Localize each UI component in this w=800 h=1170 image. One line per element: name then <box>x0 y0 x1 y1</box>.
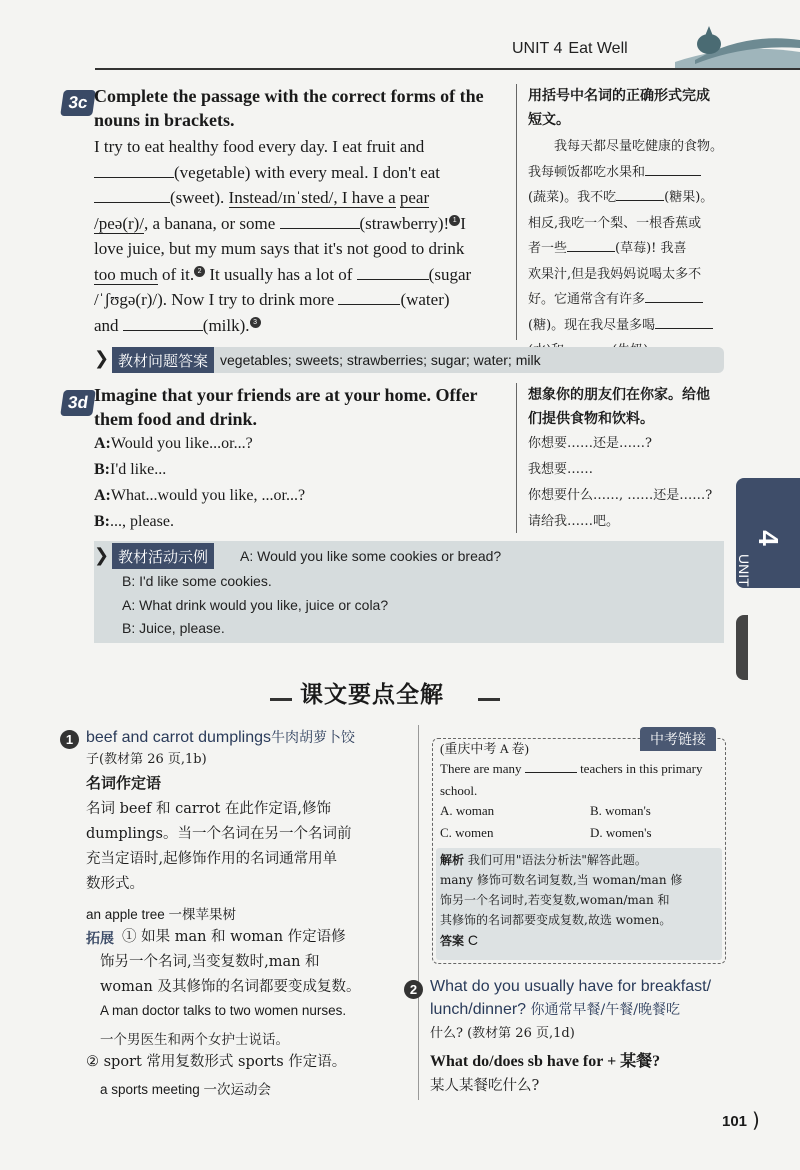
expand-text-cont: 饰另一个名词,当变复数时,man 和 woman 及其修饰的名词都要变成复数。 <box>100 954 361 995</box>
dialog-3d: A:Would you like...or...? B:I'd like... A:What...would you like, ...or...? B:..., please. <box>94 435 306 530</box>
answer-bar-3c <box>112 347 724 373</box>
cn-translation-3c: 我每天都尽量吃健康的食物。 我每顿饭都吃水果和 (蔬菜)。我不吃 (糖果)。 相反,我吃一个梨、一根香蕉或 者一些 (草莓)! 我喜 欢果汁,但是我妈妈说喝太多不 好。它通常含有许多 (糖)。现在我尽量多喝 <box>528 134 728 364</box>
side-tab-label: UNIT <box>736 554 752 587</box>
option-d[interactable]: D. women's <box>590 825 652 840</box>
expand-example: A man doctor talks to two women nurses. <box>100 1003 347 1018</box>
point2-heading: What do you usually have for breakfast/ lunch/dinner? 你通常早餐/午餐/晚餐吃 什么? (教材第 26 页,1d) <box>430 978 712 1041</box>
cn-instruction-3c: 用括号中名词的正确形式完成 短文。 <box>528 88 710 128</box>
exam-link-tag: 中考链接 <box>640 727 716 751</box>
title-rule-left <box>270 698 292 701</box>
passage-3c: I try to eat healthy food every day. I eat fruit and (vegetable) with every meal. I don't eat (sweet). Instead/ɪnˈsted/, I have a pear /peə(r)/, a banana, or some (strawberry)! 1 I love juice, but my mum says that it's not good to drink too much of it. 2 It usually has a lot of (sugar /ˈʃʊgə(r)/). Now I try to drink more (water) and (milk). 3 <box>94 137 472 335</box>
example-line: B: Juice, please. <box>122 620 225 636</box>
unit-label: UNIT 4 <box>512 40 563 57</box>
blank-water[interactable] <box>338 289 400 305</box>
example-line: A: Would you like some cookies or bread? <box>240 548 502 564</box>
expand-point-2: ② sport 常用复数形式 sports 作定语。 <box>86 1054 347 1070</box>
expand-example-2: a sports meeting 一次运动会 <box>100 1082 272 1097</box>
point1-example: an apple tree 一棵苹果树 <box>86 907 237 922</box>
answers-text: vegetables; sweets; strawberries; sugar; water; milk <box>220 352 541 368</box>
title-rule-right <box>478 698 500 701</box>
analysis-block: 解析 我们可用"语法分析法"解答此题。 many 修饰可数名词复数,当 woman/man 修 饰另一个名词时,若变复数,woman/man 和 其修饰的名词都要变成复数,故选 women。 答案 C <box>436 848 722 960</box>
exam-question: There are many teachers in this primary school. <box>440 761 703 798</box>
blank-milk[interactable] <box>123 315 203 331</box>
chevron-right-icon: ❯ <box>94 545 110 566</box>
unit-header <box>512 40 628 58</box>
expand-tag: 拓展 <box>86 931 114 947</box>
example-line: B: I'd like some cookies. <box>122 573 272 589</box>
cn-blank <box>567 236 615 252</box>
blank-vegetable[interactable] <box>94 162 174 178</box>
point2-pattern-cn: 某人某餐吃什么? <box>430 1078 540 1094</box>
note-marker: 2 <box>194 266 205 277</box>
section-title: 课文要点全解 <box>300 682 444 708</box>
unit-side-tab[interactable] <box>736 478 800 588</box>
instruction-3d: Imagine that your friends are at your home. Offer them food and drink. <box>94 385 478 429</box>
note-marker: 1 <box>449 215 460 226</box>
blank-sweet[interactable] <box>94 187 170 203</box>
column-divider <box>516 84 517 340</box>
example-tag: 教材活动示例 <box>112 543 214 569</box>
chevron-right-icon: ❯ <box>94 348 110 369</box>
column-divider <box>516 383 517 533</box>
header-decoration-icon <box>675 22 800 70</box>
option-b[interactable]: B. woman's <box>590 803 651 818</box>
exam-source: (重庆中考 A 卷) <box>440 741 529 756</box>
example-line: A: What drink would you like, juice or cola? <box>122 597 389 613</box>
expand-example-cn: 一个男医生和两个女护士说话。 <box>100 1032 289 1048</box>
blank-strawberry[interactable] <box>280 213 360 229</box>
cn-instruction-3d: 想象你的朋友们在你家。给他 们提供食物和饮料。 <box>528 387 710 427</box>
point1-subtitle: 名词作定语 <box>86 774 162 792</box>
page-edge-marker <box>736 615 748 680</box>
point-number-1: 1 <box>60 730 79 749</box>
section-badge-3c: 3c <box>60 90 96 116</box>
point2-pattern: What do/does sb have for + 某餐? <box>430 1053 661 1070</box>
expand-text: ① 如果 man 和 woman 作定语修 <box>122 929 346 945</box>
unit-title: Eat Well <box>568 40 628 57</box>
option-a[interactable]: A. woman <box>440 803 495 818</box>
cn-blank <box>645 160 701 176</box>
header-rule <box>95 68 800 70</box>
page-number-bracket-icon: ) <box>752 1108 760 1132</box>
point1-explanation: 名词 beef 和 carrot 在此作定语,修饰 dumplings。当一个名词在另一个名词前 充当定语时,起修饰作用的名词通常用单 数形式。 <box>86 801 352 892</box>
cn-blank <box>655 313 713 329</box>
cn-blank <box>645 287 703 303</box>
page-number: 101 <box>722 1113 748 1130</box>
column-divider <box>418 725 419 1100</box>
answer-tag: 教材问题答案 <box>112 347 214 373</box>
instruction-3c: Complete the passage with the correct forms of the nouns in brackets. <box>94 86 484 130</box>
blank-sugar[interactable] <box>357 264 429 280</box>
section-badge-3d: 3d <box>60 390 96 416</box>
side-tab-number: 4 <box>752 530 784 546</box>
exam-blank[interactable] <box>525 759 577 773</box>
cn-blank <box>616 185 664 201</box>
note-marker: 3 <box>250 317 261 328</box>
point-number-2: 2 <box>404 980 423 999</box>
option-c[interactable]: C. women <box>440 825 494 840</box>
cn-dialog-3d: 你想要……还是……? 我想要…… 你想要什么……, ……还是……? 请给我……吧。 <box>528 436 713 529</box>
point1-heading: beef and carrot dumplings牛肉胡萝卜饺 子(教材第 26 页,1b) <box>86 729 355 767</box>
